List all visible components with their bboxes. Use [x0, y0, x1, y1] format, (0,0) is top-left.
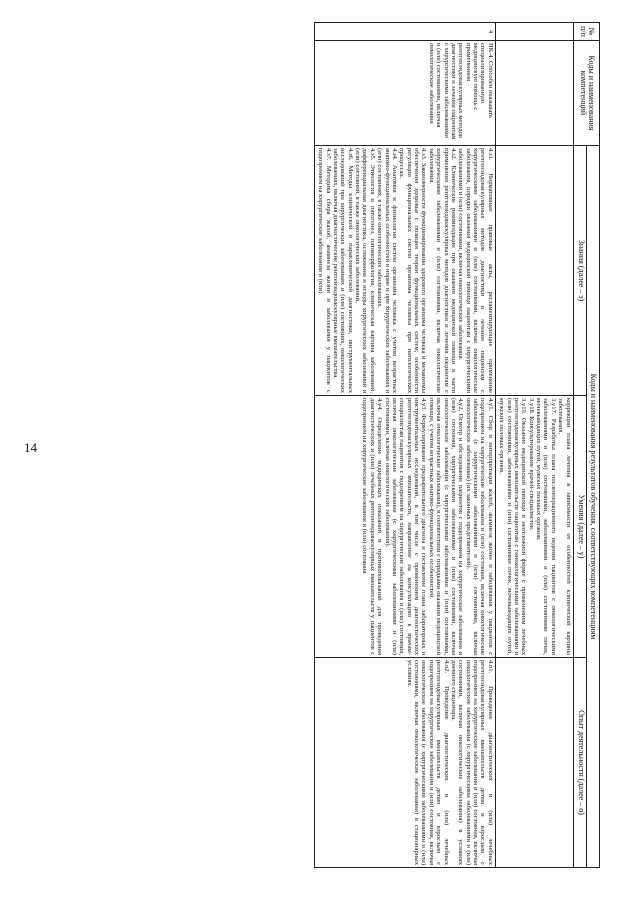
rotated-page: [40, 22, 600, 867]
list-item: 4.о2. Проведение диагностических и (или) лечебных рентгенэндоваскулярных вмешательств детям и взрослым с подозрением на хирургические заболевания и (или) состояния, включая онкологические заболевания (с хирургическими заболеваниями и (или) состояниями, включая онкологические заболевания) в стационарных условиях.: [405, 660, 450, 866]
list-item: 4.з2. Клинические рекомендации при оказании медицинской помощи в части применения рентгенэндоваскулярных методов диагностики и лечения пациентам с хирургическими заболеваниями и (или) состояниями, включая онкологические заболевания.: [427, 148, 457, 393]
header-row: [587, 23, 600, 868]
header-num: № п/п: [574, 23, 600, 41]
header-subrow: [574, 23, 587, 868]
list-item: 4.з7. Методика сбора жалоб, анамнеза жизни и заболевания у пациентов с подозрением на хирургические заболевания и (или): [317, 148, 332, 393]
page-number: 14: [24, 440, 37, 455]
knowledge-cell: [315, 146, 496, 396]
list-item: 4.з1. Нормативные правовые акты, регламентирующие применение рентгенэндоваскулярных методов диагностики и лечения пациентам с хирургическими заболеваниями и (или) состояниями, включая онкологические заболевания, порядки оказания медицинской помощи пациентам с хирургическими заболеваниями и (или) состояниями, включая онкологические заболевания.: [457, 148, 494, 393]
list-item: 4.з6. Методы клинической и параклинической диагностики, инструментальных исследований при хирургических заболеваниях и (или) состояниях, онкологических заболеваниях, включая диагностические рентгенэндоваскулярные вмешательства.: [331, 148, 354, 393]
list-item: 4.з5. Этиология и патогенез, патоморфология, клиническая картина заболеваний, дифференциальная диагностика, осложнения и исходы хирургических заболеваний и (или) состояний, в также онкологических заболеваний.: [354, 148, 376, 393]
header-skills: Умения (далее – у): [574, 396, 587, 658]
list-item: коррекции плана лечения в зависимости от особенностей клинической картины заболевания.: [557, 398, 572, 655]
num-cell: [496, 23, 574, 41]
experience-cell: [315, 658, 496, 868]
competency-table: [314, 22, 600, 868]
header-codes: Коды и наименования компетенций: [574, 41, 600, 146]
list-item: 4.з3. Закономерности функционирования здорового организма человека и механизмы обеспечения здоровья с позиции теории функциональных систем; особенности регуляции функциональных систем организма человека при патологических процессах.: [398, 148, 428, 393]
header-experience: Опыт деятельности (далее – о): [574, 658, 587, 868]
header-knowledge: Знания (далее – з): [574, 146, 587, 396]
list-item: 3.у17. Разработка плана послеоперационного ведения пациентов с онкологическими заболеваниями и (или) состояниями, заболеваниями и (или) состояниями почек, мочевыводящих путей, мужских половых органов.: [535, 398, 557, 655]
code-cell: [496, 41, 574, 146]
list-item: 3.у19. Оказание медицинской помощи в неотложной форме с применением лечебных рентгенэндоваскулярных вмешательств пациентам с гинекологическими заболеваниями и (или) состояниями, заболеваниями и (или) состояниями почек, мочевыводящих путей, мужских половых органов.: [498, 398, 528, 655]
list-item: 4.з4. Анатомия и физиология систем организма человека с учетом возрастных анатомо-функциональных особенностей в норме и при хирургических заболеваниях и (или) состояниях, в также онкологических заболеваниях.: [376, 148, 398, 393]
num-cell: 4: [315, 23, 496, 41]
table-row: [315, 23, 496, 868]
list-item: 4.у1. Сбор и интерпретация жалоб, анамнеза жизни и заболевания у пациентов с подозрением на хирургические заболевания и (или) состояния, включая онкологические заболевания (с хирургическими заболеваниями и (или) состояниями, включая онкологические заболевания) (их законных представителей).: [464, 398, 494, 655]
knowledge-cell: [496, 146, 574, 396]
table-row: [496, 23, 574, 868]
skills-cell: [496, 396, 574, 658]
list-item: 4.у3. Формулирование предварительного диагноза и составление плана лабораторных и инструментальных исследований, в том числе с применением диагностических рентгенэндоваскулярных вмешательств, направление на консультацию к врачам-специалистам пациентов с подозрением на хирургические заболевания и (или) состояния, включая онкологические заболевания (с хирургическими заболеваниями и (или) состояниями, включая онкологические заболевания).: [383, 398, 428, 655]
list-item: 4.о1. Проведение диагностических и (или) лечебных рентгенэндоваскулярных вмешательств детям и взрослым с подозрением на хирургические заболевания и (или) состояния, включая онкологические заболевания (с хирургическими заболеваниями и (или) состояниями, включая онкологические заболевания) в условиях дневного стационара.: [449, 660, 494, 866]
list-item: 3.у18. Консультирование врачей-специалистов.: [527, 398, 535, 531]
code-cell: ПК-4. Способен оказывать специализированную медицинскую помощь с применением рентгенэндоваскулярных методов диагностики и лечения пациентам с хирургическими заболеваниями и (или) состояниями, включая онкологические заболевания: [315, 41, 496, 146]
experience-cell: [496, 658, 574, 868]
skills-cell: [315, 396, 496, 658]
list-item: 4.у2. Осмотр и обследование пациентов с подозрением на хирургические заболевания и (или) состояния, хирургическими заболеваниями и (или) состояниями, включая онкологические заболевания (с хирургическими заболеваниями и (или) состояниями, включая онкологические заболевания), в соответствии с порядками оказания медицинской помощи, с учетом возрастных анатомо-функциональных особенностей.: [427, 398, 465, 655]
header-results-group: Коды и наименования результатов обучения, соответствующих компетенциям: [587, 146, 600, 868]
list-item: 4.у4. Определение медицинских показаний и противопоказаний для проведения диагностических и (или) лечебных рентгенэндоваскулярных вмешательств у пациентов с подозрением на хирургические заболевания и (или) состояния: [361, 398, 384, 655]
